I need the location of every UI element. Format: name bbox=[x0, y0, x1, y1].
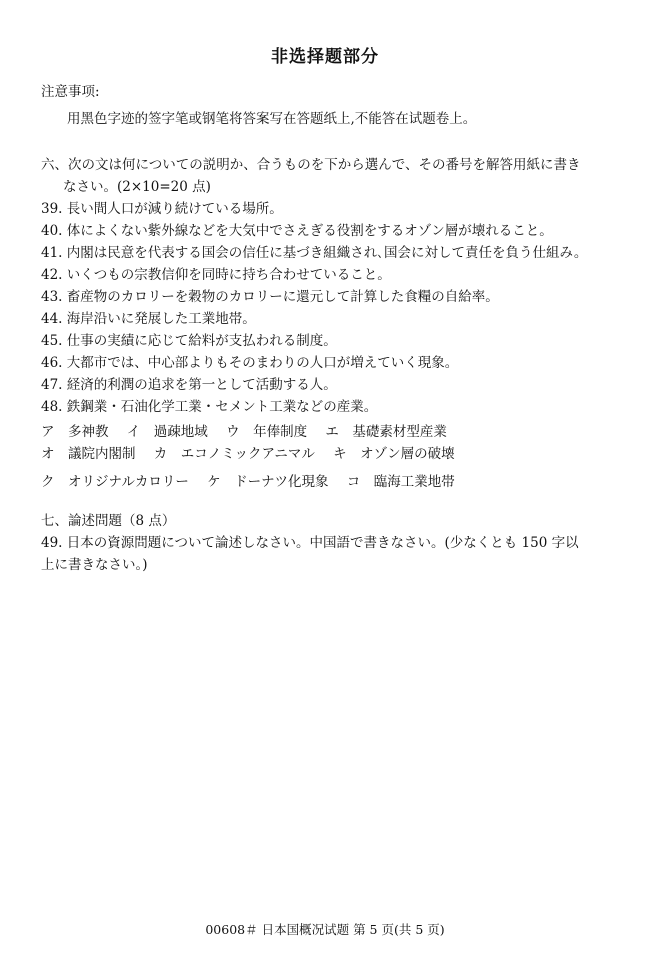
option-ko: コ 臨海工業地帯 bbox=[346, 474, 455, 490]
option-i: イ 過疎地域 bbox=[126, 424, 208, 440]
page-footer: 00608＃ 日本国概况试题 第 5 页(共 5 页) bbox=[205, 922, 445, 937]
option-ki: キ オゾン層の破壊 bbox=[333, 446, 455, 462]
notice-heading: 注意事项: bbox=[41, 84, 100, 100]
options-row-1 bbox=[41, 420, 469, 442]
section-6-instruction-line-2: なさい。(2×10=20 点) bbox=[63, 179, 211, 195]
section-7 bbox=[41, 510, 579, 576]
notice-text: 用黑色字迹的签字笔或钢笔将答案写在答题纸上,不能答在试题卷上。 bbox=[67, 111, 477, 127]
question-42: 42. いくつもの宗教信仰を同時に持ち合わせていること。 bbox=[41, 267, 391, 283]
question-43: 43. 畜産物のカロリーを穀物のカロリーに還元して計算した食糧の自給率。 bbox=[41, 289, 499, 305]
question-45: 45. 仕事の実績に応じて給料が支払われる制度。 bbox=[41, 333, 337, 349]
question-47: 47. 経済的利潤の追求を第一として活動する人。 bbox=[41, 377, 337, 393]
question-40: 40. 体によくない紫外線などを大気中でさえぎる役割をするオゾン層が壊れること。 bbox=[41, 223, 553, 239]
option-u: ウ 年俸制度 bbox=[226, 424, 308, 440]
answer-options bbox=[41, 420, 469, 492]
option-o: オ 議院内閣制 bbox=[41, 446, 136, 462]
question-49-line-1: 49. 日本の資源問題について論述しなさい。中国語で書きなさい。(少なくとも 150 字以 bbox=[41, 535, 579, 551]
option-ku: ク オリジナルカロリー bbox=[41, 474, 189, 490]
option-ka: カ エコノミックアニマル bbox=[153, 446, 315, 462]
option-ke: ケ ドーナツ化現象 bbox=[207, 474, 329, 490]
page-title: 非选择题部分 bbox=[271, 47, 379, 67]
question-49-line-2: 上に書きなさい。) bbox=[41, 557, 148, 573]
option-e: エ 基礎素材型産業 bbox=[325, 424, 447, 440]
question-46: 46. 大都市では、中心部よりもそのまわりの人口が増えていく現象。 bbox=[41, 355, 459, 371]
question-39: 39. 長い間人口が減り続けている場所。 bbox=[41, 201, 283, 217]
section-6 bbox=[41, 154, 587, 418]
section-7-heading: 七、論述問題（8 点） bbox=[41, 513, 176, 529]
option-a: ア 多神教 bbox=[41, 424, 109, 440]
options-row-2 bbox=[41, 442, 469, 464]
question-44: 44. 海岸沿いに発展した工業地帯。 bbox=[41, 311, 256, 327]
options-row-3 bbox=[41, 470, 469, 492]
question-48: 48. 鉄鋼業・石油化学工業・セメント工業などの産業。 bbox=[41, 399, 378, 415]
question-41: 41. 内閣は民意を代表する国会の信任に基づき組織され､国会に対して責任を負う仕組み。 bbox=[41, 245, 588, 261]
section-6-instruction-line-1: 六、次の文は何についての説明か、合うものを下から選んで、その番号を解答用紙に書き bbox=[41, 157, 581, 173]
